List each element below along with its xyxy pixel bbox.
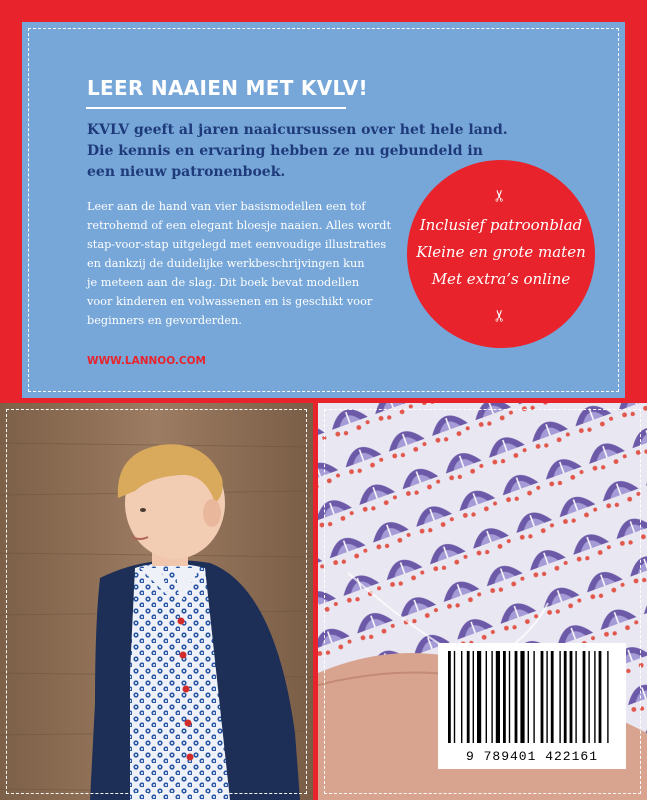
lead-line: een nieuw patronenboek. [87, 164, 286, 180]
barcode-bar [477, 651, 481, 743]
badge-line: Inclusief patroonblad [419, 216, 583, 234]
isbn-barcode [438, 643, 626, 769]
lead-line: Die kennis en ervaring hebben ze nu gebundeld in [87, 143, 483, 159]
barcode-bar [491, 651, 492, 743]
barcode-bar [559, 651, 560, 743]
barcode-bar [599, 651, 602, 743]
body-line: voor kinderen en volwassenen en is geschikt voor [87, 295, 373, 308]
lead-line: KVLV geeft al jaren naaicursussen over het hele land. [87, 122, 508, 138]
body-line: je meteen aan de slag. Dit boek bevat modellen [87, 276, 360, 289]
barcode-bar [503, 651, 506, 743]
barcode-bar [473, 651, 474, 743]
barcode-bar [486, 651, 487, 743]
body-line: stap-voor-stap uitgelegd met eenvoudige illustraties [87, 238, 387, 251]
barcode-bar [551, 651, 554, 743]
badge-line: Kleine en grote maten [416, 243, 586, 261]
body-paragraph [87, 197, 417, 330]
barcode-bars [438, 643, 626, 749]
barcode-bar [607, 651, 608, 743]
boy-photo-illustration [0, 403, 313, 800]
lead-paragraph [87, 120, 508, 183]
scissors-icon: ✂ [490, 188, 510, 203]
barcode-bar [541, 651, 544, 743]
barcode-bar [575, 651, 576, 743]
barcode-bar [528, 651, 529, 743]
heading-underline [86, 107, 346, 109]
barcode-bar [520, 651, 524, 743]
publisher-url[interactable]: WWW.LANNOO.COM [87, 355, 206, 367]
barcode-bar [546, 651, 547, 743]
isbn-number: 9 789401 422161 [465, 749, 599, 764]
photo-boy-in-shirt [0, 403, 313, 800]
body-line: beginners en gevorderden. [87, 314, 242, 327]
body-line: retrohemd of een elegant bloesje naaien. Alles wordt [87, 219, 392, 232]
barcode-bar [583, 651, 586, 743]
barcode-bar [515, 651, 518, 743]
barcode-bar [564, 651, 567, 743]
barcode-bar [588, 651, 589, 743]
barcode-bar [496, 651, 500, 743]
scissors-icon: ✂ [490, 308, 510, 323]
barcode-bar [570, 651, 573, 743]
barcode-bar [454, 651, 455, 743]
barcode-bar [594, 651, 595, 743]
body-line: Leer aan de hand van vier basismodellen een tof [87, 200, 366, 213]
promo-badge [407, 160, 595, 348]
barcode-bar [448, 651, 451, 743]
barcode-bar [533, 651, 534, 743]
barcode-bar [467, 651, 470, 743]
barcode-bar [461, 651, 462, 743]
cover-heading: LEER NAAIEN MET KVLV! [87, 76, 368, 100]
badge-line: Met extra’s online [431, 270, 571, 288]
barcode-bar [509, 651, 510, 743]
body-line: en dankzij de duidelijke werkbeschrijvingen kun [87, 257, 365, 270]
